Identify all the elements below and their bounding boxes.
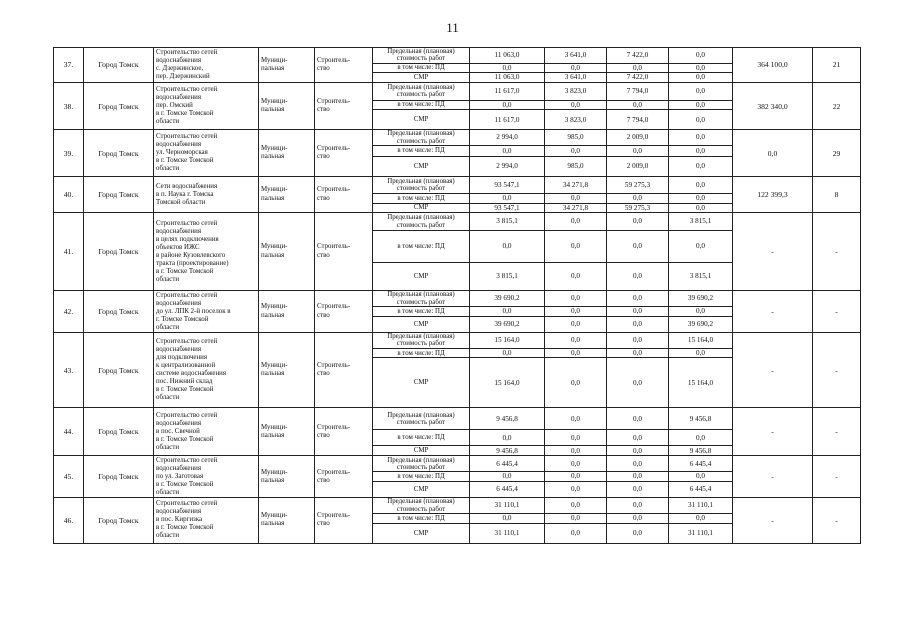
object-name-cell: Строительство сетей водоснабжения пер. Омский в г. Томске Томской области	[154, 82, 259, 130]
row-number: 43.	[54, 332, 84, 408]
cost-value-cell: 34 271,8	[545, 176, 607, 193]
cost-kind-cell: в том числе: ПД	[373, 193, 470, 203]
cost-value-cell: 6 445,4	[669, 482, 733, 498]
total-cost-cell: 0,0	[733, 130, 813, 177]
cost-value-cell: 0,0	[545, 263, 607, 291]
cost-value-cell: 39 690,2	[470, 316, 545, 332]
cost-value-cell: 0,0	[545, 446, 607, 456]
capacity-cell: 8	[813, 176, 861, 212]
work-type-cell: Строитель- ство	[315, 291, 373, 333]
table-row	[54, 130, 861, 146]
work-type-cell: Строитель- ство	[315, 130, 373, 177]
cost-value-cell: 2 994,0	[470, 130, 545, 146]
cost-value-cell: 11 063,0	[470, 48, 545, 64]
cost-value-cell: 0,0	[545, 316, 607, 332]
cost-value-cell: 0,0	[607, 430, 669, 446]
cost-value-cell: 0,0	[607, 514, 669, 524]
cost-value-cell: 15 164,0	[470, 332, 545, 348]
cost-value-cell: 0,0	[669, 430, 733, 446]
cost-value-cell: 0,0	[607, 213, 669, 231]
cost-value-cell: 0,0	[669, 110, 733, 130]
row-number: 39.	[54, 130, 84, 177]
cost-value-cell: 39 690,2	[669, 316, 733, 332]
cost-kind-cell: в том числе: ПД	[373, 472, 470, 482]
work-type-cell: Строитель- ство	[315, 82, 373, 130]
cost-value-cell: 0,0	[545, 193, 607, 203]
municipality-cell: Город Томск	[84, 408, 154, 456]
cost-value-cell: 3 823,0	[545, 82, 607, 100]
cost-kind-cell: СМР	[373, 358, 470, 408]
cost-value-cell: 0,0	[607, 348, 669, 358]
cost-value-cell: 7 794,0	[607, 110, 669, 130]
ownership-cell: Муници- пальная	[259, 456, 315, 498]
total-cost-cell: -	[733, 456, 813, 498]
cost-value-cell: 9 456,8	[669, 446, 733, 456]
cost-value-cell: 0,0	[545, 307, 607, 317]
cost-kind-cell: в том числе: ПД	[373, 514, 470, 524]
total-cost-cell: 122 399,3	[733, 176, 813, 212]
table-row	[54, 291, 861, 307]
cost-value-cell: 2 009,0	[607, 156, 669, 176]
cost-value-cell: 0,0	[607, 456, 669, 472]
cost-value-cell: 6 445,4	[669, 456, 733, 472]
ownership-cell: Муници- пальная	[259, 48, 315, 83]
table-row	[54, 498, 861, 514]
cost-value-cell: 15 164,0	[669, 358, 733, 408]
municipality-cell: Город Томск	[84, 291, 154, 333]
cost-value-cell: 0,0	[607, 498, 669, 514]
object-name-cell: Строительство сетей водоснабжения в целях подключения объектов ИЖС в районе Кузовлевского тракта (проектирование) в г. Томске Томской области	[154, 213, 259, 291]
cost-value-cell: 0,0	[607, 523, 669, 543]
total-cost-cell: 364 100,0	[733, 48, 813, 83]
cost-kind-cell: СМР	[373, 73, 470, 83]
cost-value-cell: 0,0	[545, 348, 607, 358]
cost-value-cell: 0,0	[545, 514, 607, 524]
cost-value-cell: 3 815,1	[470, 213, 545, 231]
ownership-cell: Муници- пальная	[259, 498, 315, 544]
capacity-cell: -	[813, 213, 861, 291]
cost-value-cell: 0,0	[669, 130, 733, 146]
cost-value-cell: 3 815,1	[470, 263, 545, 291]
cost-kind-cell: СМР	[373, 203, 470, 213]
work-type-cell: Строитель- ство	[315, 456, 373, 498]
cost-value-cell: 7 422,0	[607, 48, 669, 64]
cost-value-cell: 0,0	[607, 332, 669, 348]
capacity-cell: 21	[813, 48, 861, 83]
cost-kind-cell: СМР	[373, 523, 470, 543]
cost-kind-cell: СМР	[373, 156, 470, 176]
cost-value-cell: 0,0	[545, 482, 607, 498]
page-number: 11	[446, 20, 459, 35]
object-name-cell: Строительство сетей водоснабжения до ул. ЛПК 2-й поселок в г. Томске Томской области	[154, 291, 259, 333]
cost-value-cell: 0,0	[470, 145, 545, 156]
cost-value-cell: 0,0	[545, 456, 607, 472]
cost-value-cell: 0,0	[607, 100, 669, 110]
capacity-cell: -	[813, 456, 861, 498]
cost-value-cell: 3 815,1	[669, 263, 733, 291]
cost-value-cell: 0,0	[669, 48, 733, 64]
ownership-cell: Муници- пальная	[259, 213, 315, 291]
cost-value-cell: 0,0	[669, 176, 733, 193]
capacity-cell: -	[813, 332, 861, 408]
cost-value-cell: 0,0	[669, 472, 733, 482]
cost-kind-cell: СМР	[373, 446, 470, 456]
cost-value-cell: 0,0	[545, 100, 607, 110]
cost-value-cell: 59 275,3	[607, 203, 669, 213]
cost-value-cell: 11 063,0	[470, 73, 545, 83]
table-row	[54, 456, 861, 472]
cost-value-cell: 0,0	[607, 482, 669, 498]
municipality-cell: Город Томск	[84, 48, 154, 83]
cost-value-cell: 31 110,1	[669, 498, 733, 514]
cost-value-cell: 0,0	[545, 358, 607, 408]
cost-kind-cell: СМР	[373, 316, 470, 332]
ownership-cell: Муници- пальная	[259, 291, 315, 333]
total-cost-cell: -	[733, 408, 813, 456]
cost-value-cell: 3 823,0	[545, 110, 607, 130]
ownership-cell: Муници- пальная	[259, 176, 315, 212]
cost-kind-cell: СМР	[373, 263, 470, 291]
work-type-cell: Строитель- ство	[315, 408, 373, 456]
cost-kind-cell: в том числе: ПД	[373, 430, 470, 446]
municipality-cell: Город Томск	[84, 213, 154, 291]
cost-value-cell: 0,0	[470, 514, 545, 524]
cost-kind-cell: Предельная (плановая) стоимость работ	[373, 176, 470, 193]
cost-value-cell: 34 271,8	[545, 203, 607, 213]
total-cost-cell: -	[733, 213, 813, 291]
cost-value-cell: 0,0	[669, 156, 733, 176]
cost-value-cell: 31 110,1	[470, 498, 545, 514]
cost-value-cell: 15 164,0	[669, 332, 733, 348]
cost-value-cell: 0,0	[669, 348, 733, 358]
cost-value-cell: 0,0	[607, 145, 669, 156]
cost-value-cell: 15 164,0	[470, 358, 545, 408]
object-name-cell: Строительство сетей водоснабжения с. Дзержинское, пер. Дзержинский	[154, 48, 259, 83]
cost-value-cell: 0,0	[545, 63, 607, 73]
cost-kind-cell: Предельная (плановая) стоимость работ	[373, 456, 470, 472]
cost-value-cell: 9 456,8	[470, 446, 545, 456]
capacity-cell: -	[813, 498, 861, 544]
cost-value-cell: 3 815,1	[669, 213, 733, 231]
capacity-cell: 29	[813, 130, 861, 177]
cost-kind-cell: Предельная (плановая) стоимость работ	[373, 408, 470, 430]
work-type-cell: Строитель- ство	[315, 176, 373, 212]
work-type-cell: Строитель- ство	[315, 332, 373, 408]
cost-value-cell: 0,0	[545, 291, 607, 307]
table-row	[54, 82, 861, 100]
capacity-cell: -	[813, 291, 861, 333]
municipality-cell: Город Томск	[84, 332, 154, 408]
cost-value-cell: 3 641,0	[545, 48, 607, 64]
cost-value-cell: 11 617,0	[470, 82, 545, 100]
cost-value-cell: 0,0	[470, 430, 545, 446]
cost-value-cell: 39 690,2	[470, 291, 545, 307]
cost-value-cell: 0,0	[607, 316, 669, 332]
table-body	[54, 48, 861, 544]
cost-value-cell: 9 456,8	[669, 408, 733, 430]
cost-value-cell: 0,0	[470, 307, 545, 317]
cost-kind-cell: Предельная (плановая) стоимость работ	[373, 498, 470, 514]
cost-value-cell: 31 110,1	[669, 523, 733, 543]
cost-value-cell: 0,0	[545, 472, 607, 482]
cost-value-cell: 93 547,1	[470, 176, 545, 193]
cost-value-cell: 0,0	[669, 231, 733, 263]
work-type-cell: Строитель- ство	[315, 213, 373, 291]
cost-value-cell: 0,0	[607, 408, 669, 430]
cost-value-cell: 0,0	[669, 514, 733, 524]
total-cost-cell: -	[733, 291, 813, 333]
cost-value-cell: 0,0	[607, 472, 669, 482]
cost-kind-cell: Предельная (плановая) стоимость работ	[373, 82, 470, 100]
cost-value-cell: 3 641,0	[545, 73, 607, 83]
cost-value-cell: 31 110,1	[470, 523, 545, 543]
object-name-cell: Строительство сетей водоснабжения по ул. Заготовая в г. Томске Томской области	[154, 456, 259, 498]
cost-kind-cell: в том числе: ПД	[373, 63, 470, 73]
object-name-cell: Строительство сетей водоснабжения для подключения к централизованной системе водоснабжения пос. Нижний склад в г. Томске Томской области	[154, 332, 259, 408]
cost-value-cell: 0,0	[470, 472, 545, 482]
table-row	[54, 213, 861, 231]
capacity-cell: 22	[813, 82, 861, 130]
ownership-cell: Муници- пальная	[259, 408, 315, 456]
cost-kind-cell: в том числе: ПД	[373, 145, 470, 156]
cost-value-cell: 0,0	[607, 307, 669, 317]
municipality-cell: Город Томск	[84, 130, 154, 177]
work-type-cell: Строитель- ство	[315, 498, 373, 544]
cost-value-cell: 93 547,1	[470, 203, 545, 213]
cost-kind-cell: СМР	[373, 482, 470, 498]
total-cost-cell: -	[733, 332, 813, 408]
cost-value-cell: 59 275,3	[607, 176, 669, 193]
cost-value-cell: 7 794,0	[607, 82, 669, 100]
cost-value-cell: 0,0	[545, 523, 607, 543]
cost-value-cell: 0,0	[607, 358, 669, 408]
table-row	[54, 332, 861, 348]
cost-value-cell: 0,0	[669, 73, 733, 83]
cost-value-cell: 0,0	[669, 100, 733, 110]
investment-table	[53, 47, 861, 544]
cost-kind-cell: в том числе: ПД	[373, 307, 470, 317]
row-number: 45.	[54, 456, 84, 498]
table-row	[54, 48, 861, 64]
cost-value-cell: 0,0	[545, 145, 607, 156]
cost-value-cell: 0,0	[545, 408, 607, 430]
cost-value-cell: 0,0	[545, 430, 607, 446]
ownership-cell: Муници- пальная	[259, 332, 315, 408]
object-name-cell: Строительство сетей водоснабжения в пос. Свечной в г. Томске Томской области	[154, 408, 259, 456]
cost-value-cell: 6 445,4	[470, 482, 545, 498]
cost-value-cell: 985,0	[545, 130, 607, 146]
cost-value-cell: 0,0	[607, 193, 669, 203]
cost-kind-cell: Предельная (плановая) стоимость работ	[373, 332, 470, 348]
cost-value-cell: 0,0	[607, 231, 669, 263]
cost-value-cell: 0,0	[669, 203, 733, 213]
cost-kind-cell: в том числе: ПД	[373, 231, 470, 263]
cost-value-cell: 0,0	[545, 498, 607, 514]
cost-value-cell: 0,0	[470, 100, 545, 110]
cost-value-cell: 0,0	[607, 291, 669, 307]
cost-value-cell: 0,0	[669, 145, 733, 156]
cost-value-cell: 39 690,2	[669, 291, 733, 307]
cost-value-cell: 0,0	[607, 63, 669, 73]
cost-value-cell: 0,0	[669, 82, 733, 100]
cost-value-cell: 0,0	[669, 307, 733, 317]
row-number: 40.	[54, 176, 84, 212]
cost-kind-cell: в том числе: ПД	[373, 348, 470, 358]
row-number: 44.	[54, 408, 84, 456]
cost-value-cell: 0,0	[607, 446, 669, 456]
cost-value-cell: 0,0	[545, 231, 607, 263]
object-name-cell: Сети водоснабжения в п. Наука г. Томска Томской области	[154, 176, 259, 212]
cost-kind-cell: в том числе: ПД	[373, 100, 470, 110]
capacity-cell: -	[813, 408, 861, 456]
cost-kind-cell: Предельная (плановая) стоимость работ	[373, 48, 470, 64]
cost-kind-cell: Предельная (плановая) стоимость работ	[373, 130, 470, 146]
ownership-cell: Муници- пальная	[259, 82, 315, 130]
municipality-cell: Город Томск	[84, 176, 154, 212]
cost-value-cell: 0,0	[470, 63, 545, 73]
cost-kind-cell: Предельная (плановая) стоимость работ	[373, 213, 470, 231]
work-type-cell: Строитель- ство	[315, 48, 373, 83]
municipality-cell: Город Томск	[84, 498, 154, 544]
cost-value-cell: 0,0	[545, 213, 607, 231]
row-number: 38.	[54, 82, 84, 130]
cost-kind-cell: СМР	[373, 110, 470, 130]
total-cost-cell: 382 340,0	[733, 82, 813, 130]
total-cost-cell: -	[733, 498, 813, 544]
cost-value-cell: 11 617,0	[470, 110, 545, 130]
cost-value-cell: 9 456,8	[470, 408, 545, 430]
municipality-cell: Город Томск	[84, 82, 154, 130]
row-number: 37.	[54, 48, 84, 83]
cost-value-cell: 2 994,0	[470, 156, 545, 176]
ownership-cell: Муници- пальная	[259, 130, 315, 177]
cost-value-cell: 6 445,4	[470, 456, 545, 472]
cost-value-cell: 7 422,0	[607, 73, 669, 83]
cost-value-cell: 0,0	[607, 263, 669, 291]
cost-value-cell: 0,0	[470, 231, 545, 263]
cost-value-cell: 0,0	[669, 63, 733, 73]
row-number: 46.	[54, 498, 84, 544]
row-number: 42.	[54, 291, 84, 333]
cost-value-cell: 0,0	[669, 193, 733, 203]
row-number: 41.	[54, 213, 84, 291]
cost-value-cell: 0,0	[470, 348, 545, 358]
table-row	[54, 408, 861, 430]
table-row	[54, 176, 861, 193]
municipality-cell: Город Томск	[84, 456, 154, 498]
cost-value-cell: 985,0	[545, 156, 607, 176]
cost-value-cell: 2 009,0	[607, 130, 669, 146]
object-name-cell: Строительство сетей водоснабжения ул. Черноморская в г. Томске Томской области	[154, 130, 259, 177]
cost-kind-cell: Предельная (плановая) стоимость работ	[373, 291, 470, 307]
object-name-cell: Строительство сетей водоснабжения в пос. Киргизка в г. Томске Томской области	[154, 498, 259, 544]
cost-value-cell: 0,0	[470, 193, 545, 203]
cost-value-cell: 0,0	[545, 332, 607, 348]
